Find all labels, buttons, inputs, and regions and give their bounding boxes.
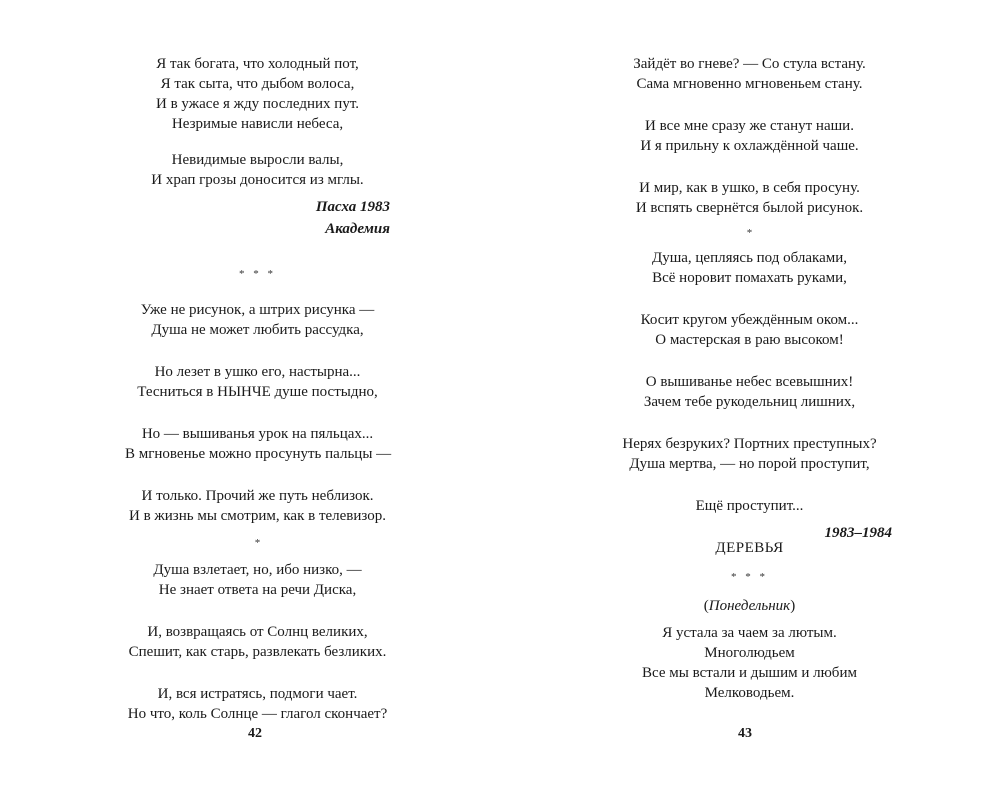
section-trees <box>607 537 892 703</box>
verse-line: Косит кругом убеждённым оком... <box>640 312 859 328</box>
page-number: 42 <box>248 726 262 741</box>
verse-line: И все мне сразу же станут наши. <box>645 118 854 134</box>
poem-untitled <box>125 264 390 724</box>
verse-line: Зайдёт во гневе? — Со стула встану. <box>633 56 866 72</box>
poem-signature-date: Пасха 1983 <box>315 199 390 215</box>
poem-stars-divider: * * * <box>731 571 768 583</box>
verse-line: Душа не может любить рассудка, <box>151 322 364 338</box>
page-number: 43 <box>738 726 752 741</box>
verse-line: И, вся истратясь, подмоги чает. <box>157 686 358 702</box>
verse-line: И, возвращаясь от Солнц великих, <box>147 624 368 640</box>
verse-line: Невидимые выросли валы, <box>171 152 344 168</box>
verse-line: И мир, как в ушко, в себя просуну. <box>639 180 860 196</box>
verse-line: И вспять свернётся былой рисунок. <box>635 200 864 216</box>
section-star-divider: * <box>254 537 261 549</box>
poem-subtitle: (Понедельник) <box>703 598 796 614</box>
verse-line: Но — вышиванья урок на пяльцах... <box>141 426 374 442</box>
verse-line: И в ужасе я жду последних пут. <box>155 96 360 112</box>
verse-line: Сама мгновенно мгновеньем стану. <box>636 76 863 92</box>
verse-line: Неряx безруких? Портних преступных? <box>622 436 877 452</box>
verse-line: Душа взлетает, но, ибо низко, — <box>153 562 362 578</box>
verse-line: Уже не рисунок, а штрих рисунка — <box>140 302 375 318</box>
section-star-divider: * <box>746 227 753 239</box>
verse-line: Я так богата, что холодный пот, <box>156 56 359 72</box>
verse-line: И я прильну к охлаждённой чаше. <box>640 138 859 154</box>
section-title: ДЕРЕВЬЯ <box>715 540 784 556</box>
verse-line: И храп грозы доносится из мглы. <box>151 172 364 188</box>
verse-line: Не знает ответа на речи Диска, <box>158 582 357 598</box>
poem-signature-place: Академия <box>325 221 390 237</box>
poem-stars-divider: * * * <box>239 268 276 280</box>
verse-line: Я так сыта, что дыбом волоса, <box>160 76 355 92</box>
verse-line: Ещё проступит... <box>695 498 804 514</box>
verse-line: Зачем тебе рукодельниц лишних, <box>643 394 856 410</box>
verse-line: О мастерская в раю высоком! <box>655 332 844 348</box>
verse-line: Я устала за чаем за лютым. <box>662 625 837 641</box>
verse-line: Все мы встали и дышим и любим <box>642 665 857 681</box>
poem-date: 1983–1984 <box>824 525 892 541</box>
verse-line: Но что, коль Солнце — глагол скончает? <box>127 706 388 722</box>
verse-line: Спешит, как старь, развлекать безликих. <box>128 644 387 660</box>
verse-line: Всё норовит помахать руками, <box>652 270 847 286</box>
verse-line: Многолюдьем <box>704 645 795 661</box>
verse-line: О вышиванье небес всевышних! <box>645 374 854 390</box>
verse-line: И только. Прочий же путь неблизок. <box>141 488 374 504</box>
verse-line: В мгновенье можно просунуть пальцы — <box>125 446 392 462</box>
poem-continued <box>607 54 892 544</box>
verse-line: Но лезет в ушко его, настырна... <box>154 364 361 380</box>
verse-line: Душа, цепляясь под облаками, <box>651 250 848 266</box>
verse-line: Мелководьем. <box>704 685 795 701</box>
poem-easter-1983 <box>125 54 390 240</box>
verse-line: И в жизнь мы смотрим, как в телевизор. <box>128 508 387 524</box>
right-page <box>500 0 1000 800</box>
verse-line: Незримые нависли небеса, <box>171 116 344 132</box>
verse-line: Душа мертва, — но порой проступит, <box>629 456 870 472</box>
verse-line: Тесниться в НЫНЧЕ душе постыдно, <box>137 384 378 400</box>
